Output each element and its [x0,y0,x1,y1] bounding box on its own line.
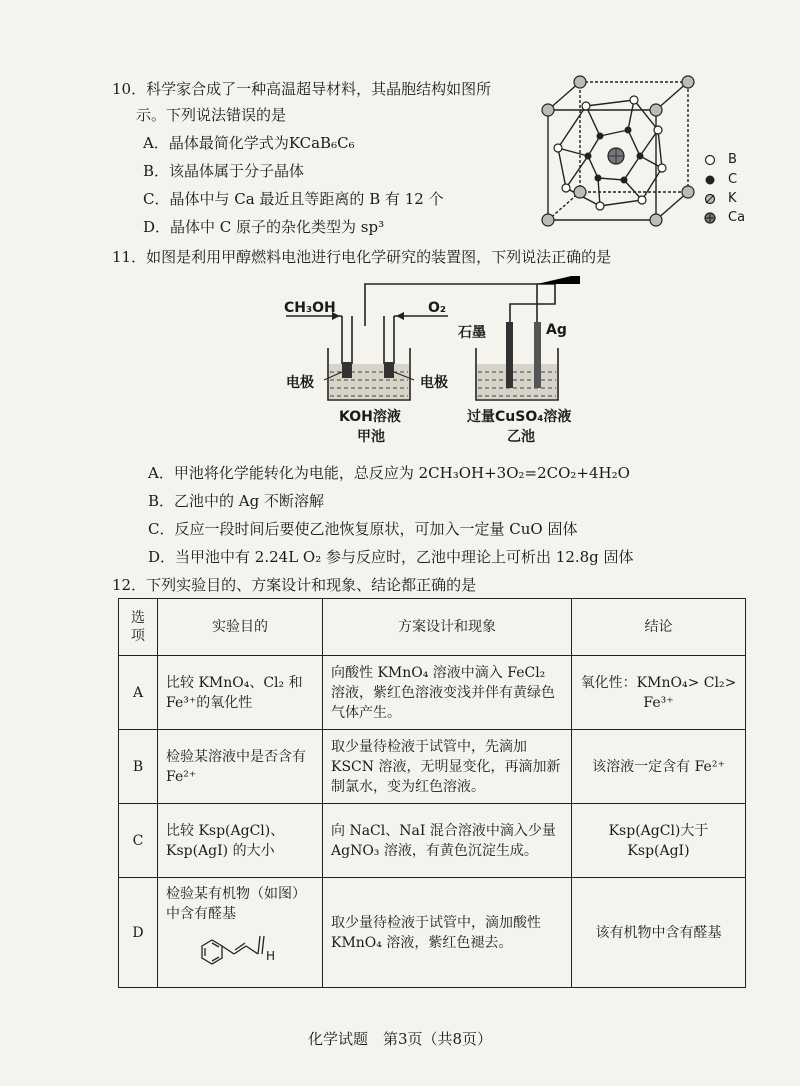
row-d-conclusion: 该有机物中含有醛基 [572,878,746,988]
header-plan: 方案设计和现象 [323,599,572,656]
label-electrode-right: 电极 [420,375,448,391]
legend-k-label: K [728,191,737,206]
q12-stem: 12．下列实验目的、方案设计和现象、结论都正确的是 [112,576,477,594]
q11-option-d: D．当甲池中有 2.24L O₂ 参与反应时，乙池中理论上可析出 12.8g 固体 [148,548,634,566]
q12-table [118,598,746,988]
label-cuso4: 过量CuSO₄溶液 [467,409,572,425]
table-header-row [119,599,746,656]
legend-ca-icon [704,212,716,224]
cinnamaldehyde-structure [166,924,314,970]
row-d-plan: 取少量待检液于试管中，滴加酸性 KMnO₄ 溶液，紫红色褪去。 [323,878,572,988]
table-row [119,656,746,730]
q11-option-c: C．反应一段时间后要使乙池恢复原状，可加入一定量 CuO 固体 [148,520,578,538]
q10-option-d: D．晶体中 C 原子的杂化类型为 sp³ [143,218,385,236]
header-conclusion: 结论 [572,599,746,656]
row-a-conclusion: 氧化性：KMnO₄> Cl₂> Fe³⁺ [572,656,746,730]
row-d-goal-cell [158,878,323,988]
page-footer: 化学试题 第3页（共8页） [307,1030,493,1048]
row-b-option: B [119,730,158,804]
row-d-goal: 检验某有机物（如图）中含有醛基 [166,886,306,922]
label-graphite: 石墨 [458,325,486,341]
label-cell-a: 甲池 [357,429,385,445]
row-a-goal: 比较 KMnO₄、Cl₂ 和 Fe³⁺的氧化性 [158,656,323,730]
q11-option-b: B．乙池中的 Ag 不断溶解 [148,492,324,510]
crystal-cell-diagram [538,70,698,232]
row-c-goal: 比较 Ksp(AgCl)、Ksp(AgI) 的大小 [158,804,323,878]
table-row [119,878,746,988]
row-b-plan: 取少量待检液于试管中，先滴加 KSCN 溶液，无明显变化，再滴加新制氯水，变为红色溶液。 [323,730,572,804]
header-goal: 实验目的 [158,599,323,656]
q11-option-a: A．甲池将化学能转化为电能，总反应为 2CH₃OH+3O₂=2CO₂+4H₂O [148,464,630,482]
q10-option-a: A．晶体最简化学式为KCaB₆C₆ [143,134,355,152]
row-c-option: C [119,804,158,878]
label-ag: Ag [546,322,567,338]
legend-b-label: B [728,152,737,167]
q10-option-c: C．晶体中与 Ca 最近且等距离的 B 有 12 个 [143,190,444,208]
row-a-plan: 向酸性 KMnO₄ 溶液中滴入 FeCl₂ 溶液，紫红色溶液变浅并伴有黄绿色气体产生。 [323,656,572,730]
mol-h-label: H [266,949,276,963]
legend-ca-label: Ca [728,210,746,225]
legend-c-label: C [728,172,738,187]
label-cell-b: 乙池 [507,429,535,445]
row-a-option: A [119,656,158,730]
legend-c-icon [704,174,716,186]
header-option: 选项 [119,599,158,656]
label-ch3oh: CH₃OH [284,300,336,316]
row-d-option: D [119,878,158,988]
row-b-goal: 检验某溶液中是否含有 Fe²⁺ [158,730,323,804]
q10-stem-line2: 示。下列说法错误的是 [136,106,287,124]
q11-stem: 11．如图是利用甲醇燃料电池进行电化学研究的装置图，下列说法正确的是 [112,248,612,266]
row-c-conclusion: Ksp(AgCl)大于 Ksp(AgI) [572,804,746,878]
legend-b-icon [704,154,716,166]
legend-k-icon [704,193,716,205]
label-koh: KOH溶液 [339,409,401,425]
row-b-conclusion: 该溶液一定含有 Fe²⁺ [572,730,746,804]
q10-stem-line1: 10．科学家合成了一种高温超导材料，其晶胞结构如图所 [112,80,492,98]
table-row [119,730,746,804]
q10-option-b: B．该晶体属于分子晶体 [143,162,305,180]
label-o2: O₂ [428,300,447,316]
table-row [119,804,746,878]
label-electrode-left: 电极 [286,375,314,391]
row-c-plan: 向 NaCl、NaI 混合溶液中滴入少量 AgNO₃ 溶液，有黄色沉淀生成。 [323,804,572,878]
